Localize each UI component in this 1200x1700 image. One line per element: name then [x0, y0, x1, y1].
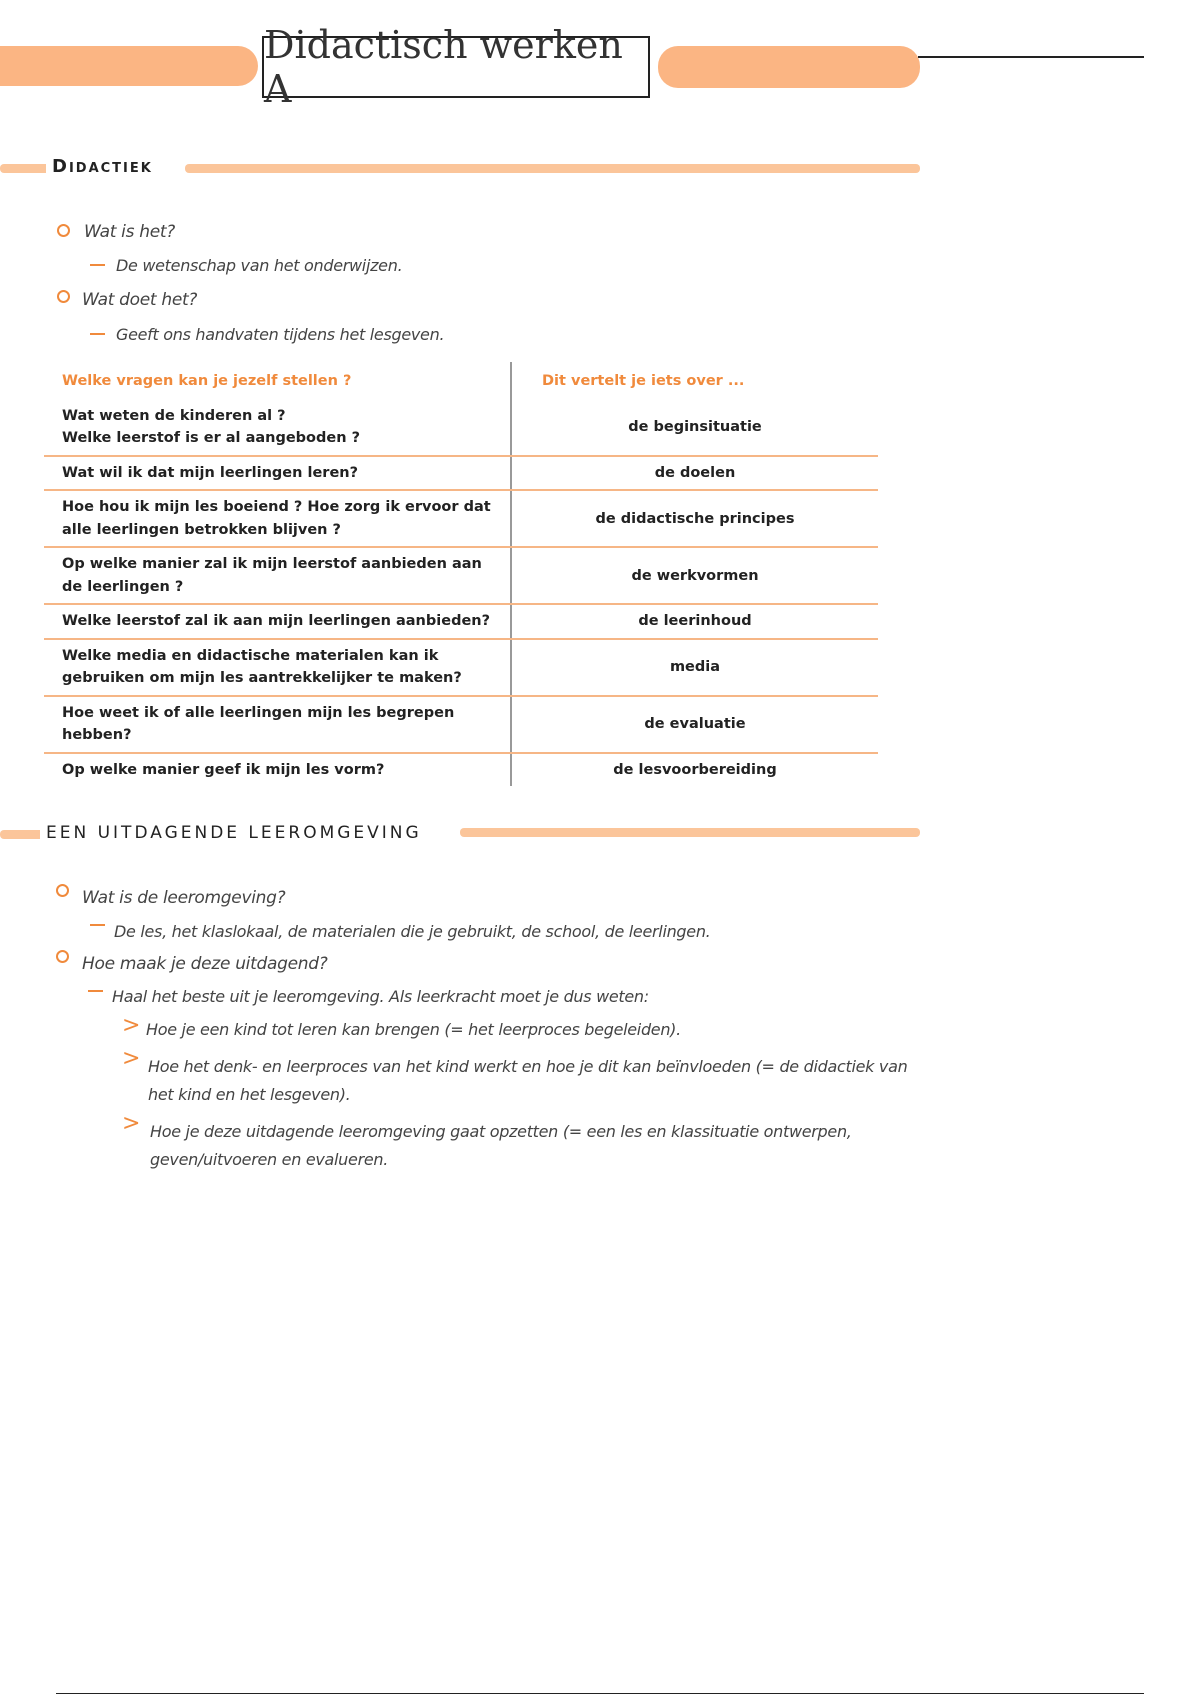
table-question: Hoe hou ik mijn les boeiend ? Hoe zorg ik ervoor dat alle leerlingen betrokken blijven ?: [44, 490, 511, 547]
table-answer: de beginsituatie: [511, 400, 878, 456]
header-rule: [918, 56, 1144, 58]
table-row: [44, 456, 878, 490]
table-question: Welke media en didactische materialen kan ik gebruiken om mijn les aantrekkelijker te maken?: [44, 639, 511, 696]
section1-answer-2: Geeft ons handvaten tijdens het lesgeven.: [116, 325, 445, 344]
table-header-row: [44, 362, 878, 400]
section2-subpoint-2: Hoe het denk- en leerproces van het kind werkt en hoe je dit kan beïnvloeden (= de didactiek van het kind en het lesgeven).: [148, 1057, 908, 1104]
bullet-ring-icon: [56, 950, 69, 963]
table-row: [44, 400, 878, 456]
section2-question-1: Wat is de leeromgeving?: [82, 888, 286, 908]
didactics-table: [44, 362, 878, 786]
table-question: Wat wil ik dat mijn leerlingen leren?: [44, 456, 511, 490]
table-question: Welke leerstof zal ik aan mijn leerlingen aanbieden?: [44, 604, 511, 638]
table-question: Op welke manier zal ik mijn leerstof aanbieden aan de leerlingen ?: [44, 547, 511, 604]
section2-heading: EEN UITDAGENDE LEEROMGEVING: [40, 823, 428, 843]
dash-icon: [90, 264, 105, 266]
section2-subpoint-1: Hoe je een kind tot leren kan brengen (= het leerproces begeleiden).: [146, 1020, 681, 1039]
bullet-ring-icon: [57, 290, 70, 303]
dash-icon: [90, 333, 105, 335]
section1-answer-1: De wetenschap van het onderwijzen.: [116, 256, 403, 275]
dash-icon: [88, 990, 103, 992]
table-answer: de didactische principes: [511, 490, 878, 547]
table-answer: de leerinhoud: [511, 604, 878, 638]
section1-question-1: Wat is het?: [84, 222, 175, 242]
table-row: [44, 490, 878, 547]
arrow-right-icon: >: [122, 1111, 141, 1136]
section2-question-2: Hoe maak je deze uitdagend?: [82, 954, 328, 974]
header-bar-left: [0, 46, 258, 86]
arrow-right-icon: >: [122, 1013, 141, 1038]
section1-heading: Didactiek: [46, 156, 159, 177]
table-question: Op welke manier geef ik mijn les vorm?: [44, 753, 511, 786]
bullet-ring-icon: [57, 224, 70, 237]
table-col2-header: Dit vertelt je iets over ...: [542, 372, 745, 389]
section1-line-left: [0, 164, 50, 173]
table-question: Wat weten de kinderen al ? Welke leerstof is er al aangeboden ?: [44, 400, 511, 456]
table-row: [44, 696, 878, 753]
bullet-ring-icon: [56, 884, 69, 897]
footer-rule: [56, 1693, 1144, 1694]
table-answer: media: [511, 639, 878, 696]
table-answer: de lesvoorbereiding: [613, 761, 777, 778]
section2-subpoint-3: Hoe je deze uitdagende leeromgeving gaat opzetten (= een les en klassituatie ontwerpen, geven/uitvoeren en evalueren.: [150, 1122, 852, 1169]
page-title: Didactisch werken A: [262, 36, 650, 98]
section1-line-right: [185, 164, 920, 173]
table-col1-header: Welke vragen kan je jezelf stellen ?: [44, 362, 511, 400]
table-row: [44, 547, 878, 604]
section2-line-right: [460, 828, 920, 837]
dash-icon: [90, 924, 105, 926]
table-answer: de doelen: [511, 456, 878, 490]
table-row: [44, 639, 878, 696]
table-row: [44, 753, 878, 786]
arrow-right-icon: >: [122, 1046, 141, 1071]
table-answer: de werkvormen: [511, 547, 878, 604]
table-question: Hoe weet ik of alle leerlingen mijn les begrepen hebben?: [44, 696, 511, 753]
header-bar-right: [658, 46, 920, 88]
section2-answer-1: De les, het klaslokaal, de materialen die je gebruikt, de school, de leerlingen.: [114, 922, 711, 941]
table-answer: de evaluatie: [511, 696, 878, 753]
section1-question-2: Wat doet het?: [82, 290, 198, 310]
section2-line-left: [0, 830, 44, 839]
table-row: [44, 604, 878, 638]
section2-answer-2: Haal het beste uit je leeromgeving. Als leerkracht moet je dus weten:: [112, 987, 649, 1006]
